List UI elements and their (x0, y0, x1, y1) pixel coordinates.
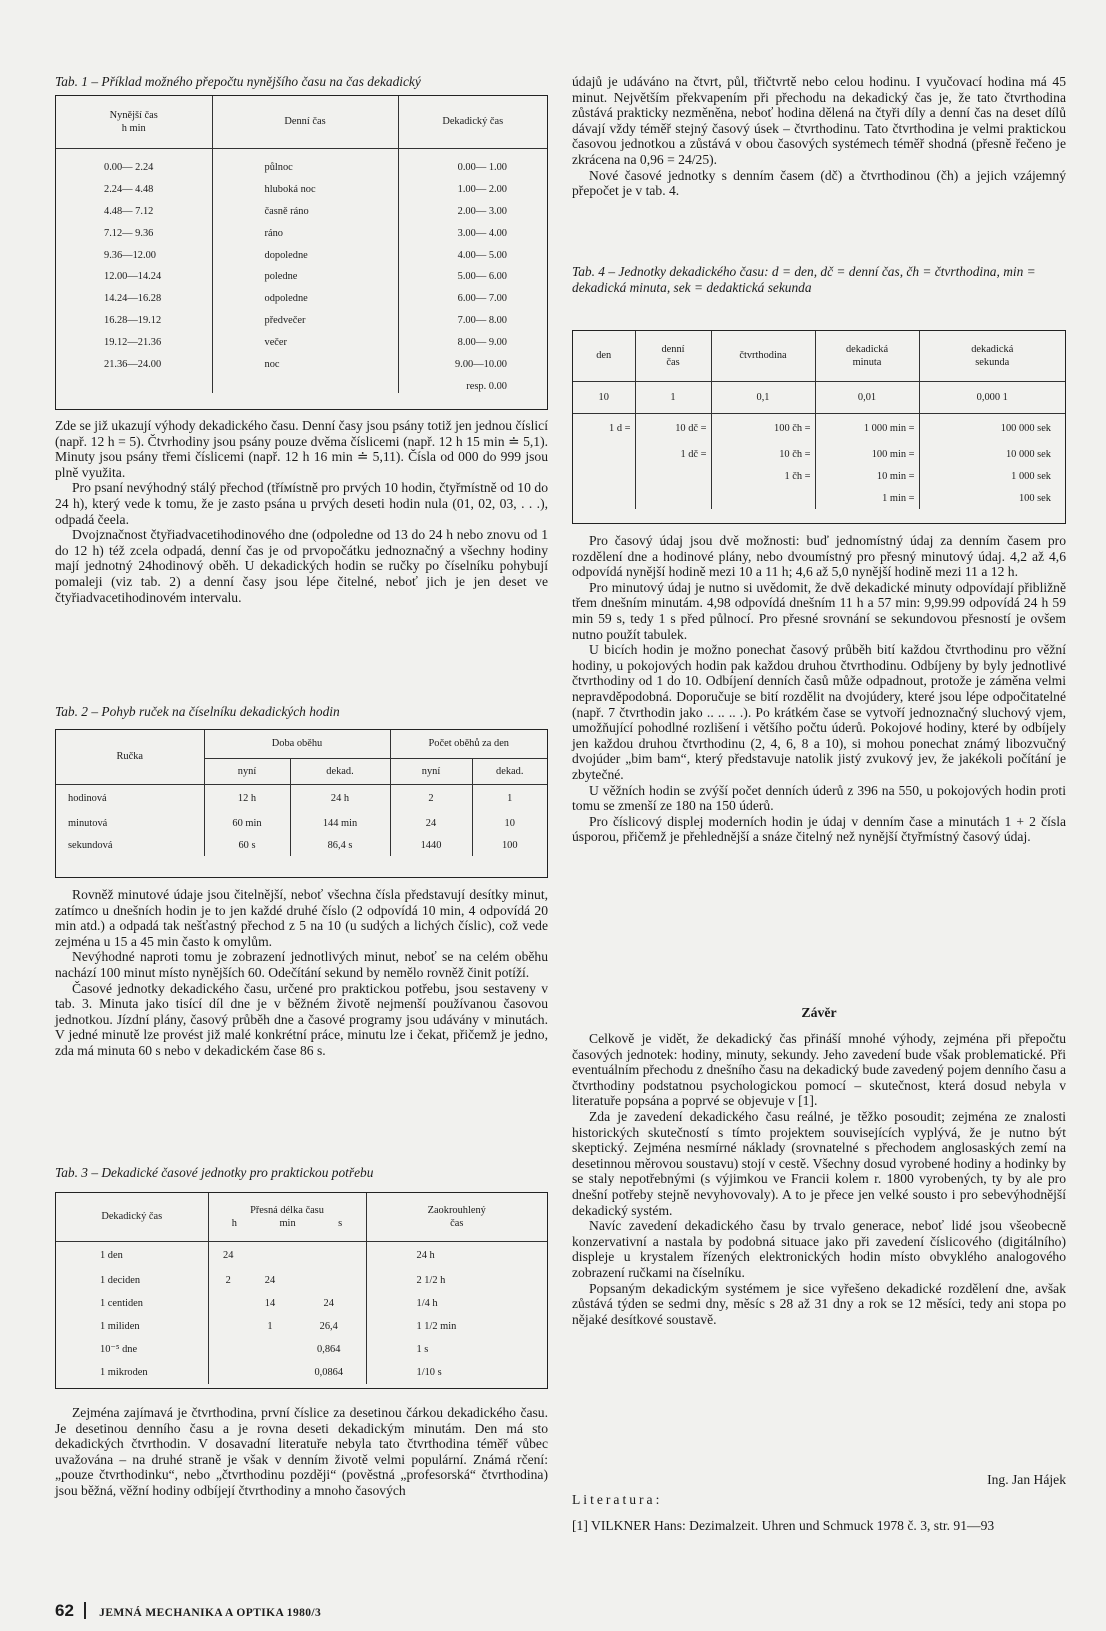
left-text-1 (55, 418, 548, 605)
table-row (56, 349, 547, 371)
table-cell: 1 deciden (100, 1275, 141, 1286)
table-cell: 10 čh = (711, 443, 815, 465)
table-cell: dopoledne (212, 240, 398, 262)
table-cell: 9.36—12.00 (104, 249, 156, 261)
table-cell (208, 1361, 248, 1384)
table-cell: 1 čh = (711, 465, 815, 487)
table-cell (573, 487, 635, 509)
literature-label: Literatura: (572, 1492, 663, 1507)
table-row (56, 784, 547, 812)
table-cell: 10 (472, 812, 547, 834)
table-row (56, 812, 547, 834)
table-cell: 26,4 (319, 1321, 338, 1332)
literature-block (572, 1492, 1066, 1508)
table-4 (572, 330, 1066, 524)
table-cell: 10 dč = (635, 413, 711, 443)
table-cell: 2 (208, 1269, 248, 1292)
table-2-caption: Tab. 2 – Pohyb ruček na číselníku dekadických hodin (55, 704, 340, 719)
table-2 (55, 729, 548, 878)
table-cell: časně ráno (212, 196, 398, 218)
table-row (56, 218, 547, 240)
table-row (56, 371, 547, 393)
paragraph: Časové jednotky dekadického času, určené pro praktickou potřebu, jsou sestaveny v tab. 3. Minuta jako tisící díl dne je v běžném životě nejmenší používanou časovou jednotkou. Jízdní plány, časový průběh dne a časové programy jsou udávány v minutách. V jedné minutě lze provést již malé konkrétní práce, minutu lze i čekat, přičemž je jedno, zda má minuta 60 s nebo v dekadickém čase 86 s. (55, 980, 548, 1058)
table-cell: 1 mikroden (100, 1367, 148, 1378)
table-1-block (55, 74, 548, 90)
left-text-3 (55, 1405, 548, 1499)
table-3-header-unit: Dekadický čas (101, 1211, 163, 1223)
table-cell: 0,1 (711, 381, 815, 413)
table-cell: 2.24— 4.48 (104, 183, 154, 195)
table-row (573, 413, 1065, 443)
table-row (56, 1315, 547, 1338)
table-row (56, 240, 547, 262)
table-cell (56, 371, 212, 393)
table-cell: 10⁻⁵ dne (100, 1344, 138, 1355)
table-cell (573, 443, 635, 465)
table-cell: předvečer (212, 305, 398, 327)
table-3-header-min: min (279, 1217, 296, 1229)
table-cell: 1 1/2 min (366, 1315, 547, 1338)
table-cell: 10 (598, 391, 609, 403)
page-footer (55, 1601, 321, 1621)
table-header: dekadická minuta (815, 331, 919, 381)
table-2-subheader: nyní (390, 758, 472, 784)
table-1 (55, 95, 548, 410)
table-4-caption: Tab. 4 – Jednotky dekadického času: d = den, dč = denní čas, čh = čtvrthodina, min = dekadická minuta, sek = dedaktická sekunda (572, 264, 1036, 295)
table-1-header-current: Nynější čas h min (109, 109, 158, 134)
table-1-header-day: Denní čas (212, 96, 398, 148)
table-row (56, 305, 547, 327)
table-cell (248, 1338, 292, 1361)
table-cell: noc (212, 349, 398, 371)
table-4-grid (573, 331, 1065, 509)
table-header: čtvrthodina (711, 331, 815, 381)
signature-block (572, 1472, 1066, 1488)
table-cell: 100 (472, 834, 547, 856)
table-row (56, 283, 547, 305)
table-row (56, 148, 547, 174)
table-row (56, 1241, 547, 1269)
paragraph: Navíc zavedení dekadického času by trvalo generace, neboť lidé jsou všeobecně konzervativní a nastala by podobná situace jako při zavedení číslicového (digitálního) displeje u krystalem řízených elektronických hodin místo obvyklého analogového zobrazení ručkami na číselníku. (572, 1218, 1066, 1280)
table-cell: 12 h (204, 784, 290, 812)
table-row (56, 1361, 547, 1384)
table-2-header-hand: Ručka (116, 751, 144, 763)
table-cell: 0.00— 2.24 (104, 162, 154, 173)
paragraph: Dvojznačnost čtyřiadvacetihodinového dne (odpoledne od 13 do 24 h nebo znovu od 1 do 12 h) též zcela odpadá, denní čas je od prvopočátku jednoznačný a všechny hodiny mají jednotný 24hodinový oběh. U dekadických hodin se ručky po číselníku pohybují pomaleji (viz tab. 2) a denní časy jsou lépe čitelné, neboť jich je jen deset ve čtyřiadvacetihodinovém intervalu. (55, 527, 548, 605)
paragraph: údajů je udáváno na čtvrt, půl, třičtvrtě nebo celou hodinu. I vyučovací hodina má 45 minut. Největším překvapením při přechodu na dekadický čas je, že tato čtvrthodina zůstává prakticky nezměněna, neboť hodina dělená na čtyři díly a denní čas na deset dílů dávají vždy téměř stejný časový úsek – čtvrthodinu. Tato čtvrthodina je velmi praktickou časovou jednotkou a zůstává v obou časových systémech téměř shodná (přesně řečeno je zkrácena na 0,96 = 24/25). (572, 74, 1066, 167)
table-cell: půlnoc (212, 148, 398, 174)
conclusion-heading-block (572, 1005, 1066, 1021)
table-cell: 24 (208, 1241, 248, 1269)
table-1-header-decadic: Dekadický čas (398, 96, 547, 148)
table-cell: 1.00— 2.00 (398, 174, 547, 196)
table-cell: 7.12— 9.36 (104, 227, 154, 239)
author-signature: Ing. Jan Hájek (987, 1472, 1066, 1487)
table-cell: 14 (264, 1298, 276, 1309)
table-cell (208, 1338, 248, 1361)
conclusion-heading: Závěr (801, 1005, 837, 1020)
table-row (56, 174, 547, 196)
table-cell: večer (212, 327, 398, 349)
table-1-caption: Tab. 1 – Příklad možného přepočtu nynějšího času na čas dekadický (55, 74, 421, 89)
paragraph: Pro časový údaj jsou dvě možnosti: buď jednomístný údaj za denním časem pro rozdělení dne a hodinové plány, nebo dvoumístný pro přesný minutový údaj. 4,2 až 4,6 odpovídá nynější hodině mezi 10 a 11 h; 4,6 až 5,0 nynější hodině mezi 11 a 12 h. (572, 533, 1066, 580)
table-cell: 0,000 1 (919, 381, 1065, 413)
table-cell: 19.12—21.36 (104, 337, 162, 349)
table-cell: 12.00—14.24 (104, 271, 162, 283)
table-cell: 3.00— 4.00 (398, 218, 547, 240)
paragraph: Popsaným dekadickým systémem je sice vyřešeno dekadické rozdělení dne, avšak zůstává týden se sedmi dny, měsíc s 28 až 31 dny a rok se 12 měsíci, tedy ani stopa po nějaké desítkové soustavě. (572, 1280, 1066, 1327)
table-cell: hodinová (68, 792, 107, 804)
table-cell (248, 1361, 292, 1384)
table-cell: 4.48— 7.12 (104, 205, 154, 217)
left-text-2 (55, 887, 548, 1059)
table-2-subheader: nyní (204, 758, 290, 784)
table-cell: 2 1/2 h (366, 1269, 547, 1292)
table-cell: 1 s (366, 1338, 547, 1361)
table-cell: 86,4 s (290, 834, 390, 856)
table-cell: 1 min = (815, 487, 919, 509)
table-cell: minutová (68, 817, 108, 829)
table-cell: 1 (267, 1321, 273, 1332)
table-cell (208, 1292, 248, 1315)
table-cell: 100 čh = (711, 413, 815, 443)
table-cell: 1 miliden (100, 1321, 140, 1332)
table-cell: odpoledne (212, 283, 398, 305)
table-cell: 144 min (290, 812, 390, 834)
table-cell: poledne (212, 262, 398, 284)
right-text-2 (572, 533, 1066, 845)
table-3-header-s: s (338, 1217, 343, 1229)
table-cell: hluboká noc (212, 174, 398, 196)
reference-block (572, 1518, 1066, 1534)
right-text-3 (572, 1031, 1066, 1327)
table-cell: 0.00— 1.00 (398, 148, 547, 174)
table-2-grid (56, 730, 547, 856)
table-row (56, 1269, 547, 1292)
table-cell: 24 (323, 1298, 334, 1309)
table-cell: 2.00— 3.00 (398, 196, 547, 218)
table-cell: 16.28—19.12 (104, 315, 162, 327)
table-row (56, 1292, 547, 1315)
paragraph: Celkově je vidět, že dekadický čas přináší mnohé výhody, zejména při přepočtu časových jednotek: hodiny, minuty, sekundy. Jeho zavedení bude však problematické. Při eventuálním přechodu z dnešního času na dekadický bude zavedený pojem denního času a čtvrthodiny podstatnou psychologickou pomocí – skutečnost, která dosud nebyla v literatuře popsána a poprvé se objevuje v [1]. (572, 1031, 1066, 1109)
table-cell: 9.00—10.00 (398, 349, 547, 371)
table-3-header-exact (208, 1193, 366, 1241)
table-1-grid (56, 96, 547, 393)
table-cell: 21.36—24.00 (104, 359, 162, 371)
table-cell (248, 1241, 292, 1269)
table-row (56, 196, 547, 218)
table-cell: 24 h (366, 1241, 547, 1269)
paragraph: Nové časové jednotky s denním časem (dč) a čtvrthodinou (čh) a jejich vzájemný přepočet je v tab. 4. (572, 167, 1066, 199)
table-cell: 1 den (100, 1249, 123, 1261)
table-3-caption: Tab. 3 – Dekadické časové jednotky pro praktickou potřebu (55, 1165, 374, 1180)
journal-name: JEMNÁ MECHANIKA A OPTIKA 1980/3 (99, 1607, 322, 1619)
table-cell: 6.00— 7.00 (398, 283, 547, 305)
paragraph: Zda je zavedení dekadického času reálné, je těžko posoudit; zejména ze znalosti historických skutečností s tímto projektem souvisejících vyplývá, že je nutno být skeptický. Zejména nesmírné náklady (srovnatelné s přechodem anglosaských zemí na desetinnou měrovou soustavu) stojí v cestě. Všechny dosud vyrobené hodiny a hodinky by se staly nepotřebnými (s výjimkou ve Francii kolem r. 1800 vyrobených, ty by ale pro dnešní potřeby stejně nevyhovovaly). A to je přece jen velké sousto i pro sebevýhodnější dekadický systém. (572, 1108, 1066, 1218)
table-cell: 1 dč = (635, 443, 711, 465)
paragraph: Rovněž minutové údaje jsou čitelnější, neboť všechna čísla představují desítky minut, zatímco u dnešních hodin je to jen každé druhé číslo (2 odpovídá 10 min, 4 odpovídá 20 min atd.) a odpadá tak nešťastný přechod z 5 na 10 (u sudých a lichých číslic), což vede zejména u 15 a 45 min často k omylům. (55, 887, 548, 949)
table-cell (292, 1269, 366, 1292)
table-2-subheader: dekad. (472, 758, 547, 784)
table-3-block (55, 1165, 548, 1181)
table-4-block (572, 264, 1066, 295)
table-cell: 24 h (290, 784, 390, 812)
table-row (56, 834, 547, 856)
table-cell: 1/10 s (366, 1361, 547, 1384)
table-cell (208, 1315, 248, 1338)
table-cell: 60 min (204, 812, 290, 834)
table-cell: 1 000 sek (919, 465, 1065, 487)
paragraph: U bicích hodin je možno ponechat časový průběh bití každou čtvrthodinu pro věžní hodiny, u pokojových hodin pak každou druhou čtvrthodinu. Odbíjeny by byly jednotlivé čtvrthodiny od 1 do 10. Odbíjení denních časů může odpadnout, protože je záměna velmi nepravděpodobná. Doporučuje se bití rozdělit na dvojúdery, které jsou lépe odpočitatelné (např. 7 čtvrthodin jako .. .. .. .). Po krátkém čase se vytvoří jednoznačný sluchový vjem, umožňující pohodlné rozlišení i většího počtu úderů. Pokojové hodiny, které by odbíjely jen každou druhou čtvrthodinu (2, 4, 6, 8 a 10), si mohou ponechat známý libozvučný dvojúder „bim bam“, který představuje natolik jistý zvukový jev, že jakékoli počítání je zbytečné. (572, 642, 1066, 782)
right-text-1 (572, 74, 1066, 199)
paragraph: Zejména zajímavá je čtvrthodina, první číslice za desetinou čárkou dekadického času. Je desetinou denního času a je rovna deseti dekadickým minutám. Den má sto dekadických čtvrthodin. V dosavadní literatuře nebyla tato čtvrthodina téměř vůbec uvažována – na druhé straně je však v denním životě velmi populární. Známá rčení: „pouze čtvrthodinku“, nebo „čtvrthodinu později“ (pověstná „profesorská“ čtvrthodina) jsou běžná, věžní hodiny odbíjejí čtvrthodiny a mnoho časových (55, 1405, 548, 1498)
table-cell: 5.00— 6.00 (398, 262, 547, 284)
page-number: 62 (55, 1601, 74, 1620)
reference-entry: [1] VILKNER Hans: Dezimalzeit. Uhren und Schmuck 1978 č. 3, str. 91—93 (572, 1518, 995, 1533)
table-cell: 1 000 min = (815, 413, 919, 443)
table-cell: sekundová (68, 839, 113, 851)
table-3-grid (56, 1193, 547, 1384)
table-2-header-count: Počet oběhů za den (390, 730, 547, 758)
table-cell (573, 465, 635, 487)
table-cell: 0,01 (815, 381, 919, 413)
table-cell (635, 487, 711, 509)
table-cell (292, 1241, 366, 1269)
table-3 (55, 1192, 548, 1389)
table-row (573, 465, 1065, 487)
table-cell: 1 d = (609, 422, 631, 434)
table-header: dekadická sekunda (919, 331, 1065, 381)
table-cell (711, 487, 815, 509)
table-cell: ráno (212, 218, 398, 240)
table-cell: 24 (390, 812, 472, 834)
table-cell: 24 (264, 1275, 276, 1286)
table-2-header-period: Doba oběhu (204, 730, 390, 758)
table-cell: 7.00— 8.00 (398, 305, 547, 327)
table-cell: 2 (390, 784, 472, 812)
table-cell (212, 371, 398, 393)
table-cell: 1/4 h (366, 1292, 547, 1315)
table-cell: 8.00— 9.00 (398, 327, 547, 349)
table-row (56, 327, 547, 349)
table-cell: 1 (472, 784, 547, 812)
table-cell: 14.24—16.28 (104, 293, 162, 305)
table-cell: 1 centiden (100, 1298, 143, 1309)
table-cell: 100 sek (919, 487, 1065, 509)
table-3-header-round: Zaokrouhlený čas (366, 1193, 547, 1241)
paragraph: U věžních hodin se zvýší počet denních úderů z 396 na 550, u pokojových hodin proti tomu se zmenší ze 180 na 150 úderů. (572, 782, 1066, 814)
paragraph: Pro číslicový displej moderních hodin je údaj v denním čase a minutách 1 + 2 čísla úsporou, přičemž je přehlednější a snáze čitelný než nynější čtyřmístný časový údaj. (572, 813, 1066, 845)
table-cell: 1440 (390, 834, 472, 856)
table-2-block (55, 704, 548, 720)
paragraph: Nevýhodné naproti tomu je zobrazení jednotlivých minut, neboť se na celém oběhu nachází 100 minut místo nynějších 60. Odečítání sekund by nemělo rovněž činit potíží. (55, 949, 548, 980)
table-2-subheader: dekad. (290, 758, 390, 784)
table-header: den (596, 350, 612, 362)
paragraph: Zde se již ukazují výhody dekadického času. Denní časy jsou psány totiž jen jednou číslicí (např. 12 h = 5). Čtvrhodiny jsou psány pouze dvěma číslicemi (např. 12 h 15 min ≐ 5,1). Minuty jsou psány třemi číslicemi (např. 12 h 16 min ≐ 5,11). Čísla od 000 do 999 jsou plně využita. (55, 418, 548, 480)
table-cell: 100 min = (815, 443, 919, 465)
table-row (573, 443, 1065, 465)
table-row (56, 1338, 547, 1361)
table-cell (635, 465, 711, 487)
paragraph: Pro psaní nevýhodný stálý přechod (tříмístně pro prvých 10 hodin, čtyřmístně od 10 do 24 h), který vede k tomu, že je zasto psána u prvých deseti hodin nula (01, 02, 03, . . .), odpadá čeela. (55, 480, 548, 527)
table-header: denní čas (635, 331, 711, 381)
table-3-header-h: h (231, 1217, 237, 1229)
table-cell: 100 000 sek (919, 413, 1065, 443)
table-row (56, 262, 547, 284)
table-cell: 10 min = (815, 465, 919, 487)
footer-divider (84, 1602, 86, 1619)
table-row (573, 487, 1065, 509)
table-cell: 0,0864 (314, 1367, 344, 1378)
paragraph: Pro minutový údaj je nutno si uvědomit, že dvě dekadické minuty odpovídají přibližně třem dnešním minutám. 4,98 odpovídá dnešním 11 h a 57 min: 9,99.99 odpovídá 24 h 59 min 59 s, tedy 1 s před půlnocí. Pro přesné srovnání se sekundovou přesností je ovšem nutno použít tabulek. (572, 579, 1066, 642)
table-3-header-exact-label: Přesná délka času (250, 1204, 324, 1216)
table-cell: 60 s (204, 834, 290, 856)
table-cell: 0,864 (317, 1344, 341, 1355)
table-cell: resp. 0.00 (398, 371, 547, 393)
table-cell: 10 000 sek (919, 443, 1065, 465)
table-cell: 1 (635, 381, 711, 413)
table-cell: 4.00— 5.00 (398, 240, 547, 262)
